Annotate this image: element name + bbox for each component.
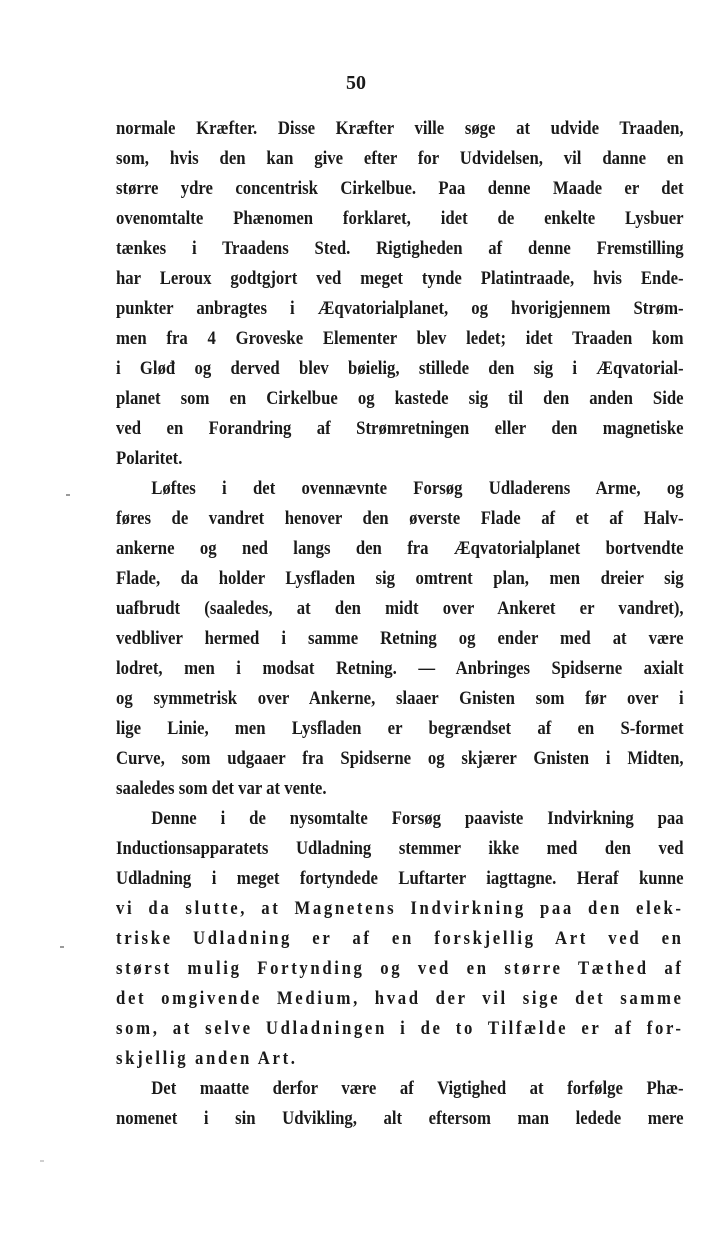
text-line: uafbrudt (saaledes, at den midt over Ankeret er vandret),	[116, 598, 684, 619]
text-line: vi da slutte, at Magnetens Indvirkning paa den elek-	[116, 898, 684, 919]
text-line: punkter anbragtes i Æqvatorialplanet, og hvorigjennem Strøm-	[116, 298, 684, 319]
text-line: skjellig anden Art.	[116, 1048, 298, 1069]
text-line: saaledes som det var at vente.	[116, 778, 327, 799]
text-line: og symmetrisk over Ankerne, slaaer Gnisten som før over i	[116, 688, 684, 709]
text-line: Det maatte derfor være af Vigtighed at forfølge Phæ-	[151, 1078, 684, 1099]
text-line: ved en Forandring af Strømretningen eller den magnetiske	[116, 418, 684, 439]
text-line: triske Udladning er af en forskjellig Art ved en	[116, 928, 684, 949]
text-line: Flade, da holder Lysfladen sig omtrent plan, men dreier sig	[116, 568, 684, 589]
text-line: Udladning i meget fortyndede Luftarter iagttagne. Heraf kunne	[116, 868, 684, 889]
body-text	[116, 114, 684, 1134]
text-line: normale Kræfter. Disse Kræfter ville søge at udvide Traaden,	[116, 118, 684, 139]
page-number: 50	[346, 72, 366, 94]
margin-mark	[40, 1160, 44, 1162]
text-line: lodret, men i modsat Retning. — Anbringes Spidserne axialt	[116, 658, 684, 679]
text-line: har Leroux godtgjort ved meget tynde Platintraade, hvis Ende-	[116, 268, 684, 289]
text-line: Inductionsapparatets Udladning stemmer ikke med den ved	[116, 838, 684, 859]
margin-mark	[66, 494, 70, 496]
text-line: vedbliver hermed i samme Retning og ender med at være	[116, 628, 684, 649]
margin-mark	[60, 946, 64, 948]
text-line: Curve, som udgaaer fra Spidserne og skjærer Gnisten i Midten,	[116, 748, 684, 769]
text-line: i Gløđ og derved blev bøielig, stillede den sig i Æqvatorial-	[116, 358, 684, 379]
text-line: større ydre concentrisk Cirkelbue. Paa denne Maade er det	[116, 178, 684, 199]
text-line: Denne i de nysomtalte Forsøg paaviste Indvirkning paa	[151, 808, 684, 829]
text-line: men fra 4 Groveske Elementer blev ledet; idet Traaden kom	[116, 328, 684, 349]
text-line: lige Linie, men Lysfladen er begrændset af en S-formet	[116, 718, 684, 739]
text-line: nomenet i sin Udvikling, alt eftersom man ledede mere	[116, 1108, 684, 1129]
text-line: størst mulig Fortynding og ved en større Tæthed af	[116, 958, 684, 979]
text-line: som, hvis den kan give efter for Udvidelsen, vil danne en	[116, 148, 684, 169]
text-line: Polaritet.	[116, 448, 183, 469]
text-line: ovenomtalte Phænomen forklaret, idet de enkelte Lysbuer	[116, 208, 684, 229]
text-line: planet som en Cirkelbue og kastede sig til den anden Side	[116, 388, 684, 409]
text-line: Løftes i det ovennævnte Forsøg Udladerens Arme, og	[151, 478, 684, 499]
text-line: som, at selve Udladningen i de to Tilfælde er af for-	[116, 1018, 684, 1039]
text-line: ankerne og ned langs den fra Æqvatorialplanet bortvendte	[116, 538, 684, 559]
text-line: føres de vandret henover den øverste Flade af et af Halv-	[116, 508, 684, 529]
text-line: det omgivende Medium, hvad der vil sige det samme	[116, 988, 684, 1009]
text-line: tænkes i Traadens Sted. Rigtigheden af denne Fremstilling	[116, 238, 684, 259]
